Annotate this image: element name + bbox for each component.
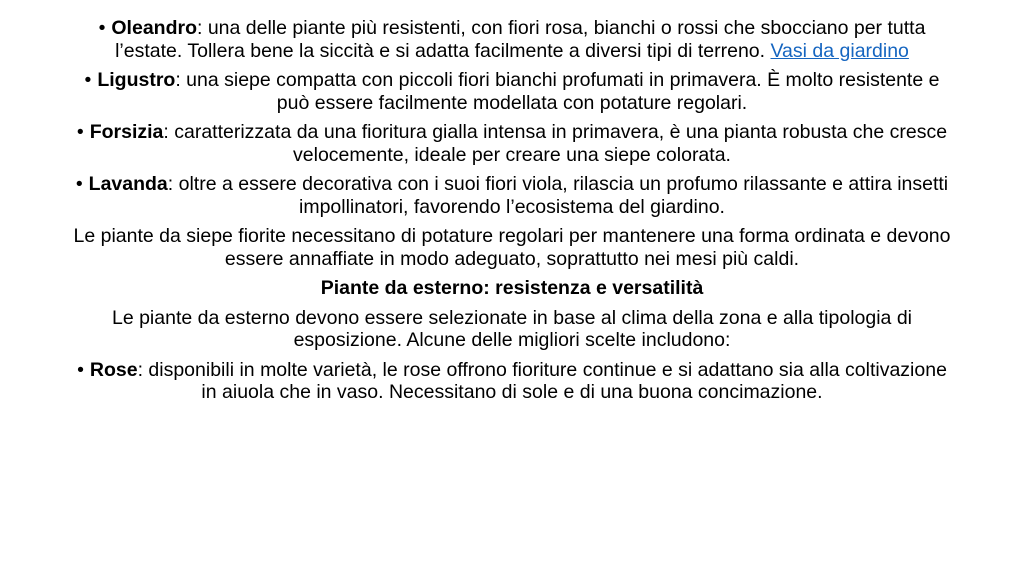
term-ligustro: Ligustro bbox=[97, 69, 176, 91]
description-rose: : disponibili in molte varietà, le rose offrono fioriture continue e si adattano sia alla coltivazione in aiuola che in vaso. Necessitano di sole e di una buona concimazione. bbox=[137, 358, 947, 403]
term-lavanda: Lavanda bbox=[88, 173, 168, 195]
list-item-lavanda bbox=[70, 173, 954, 218]
bullet-glyph: • bbox=[75, 173, 83, 195]
paragraph-siepe-care: Le piante da siepe fiorite necessitano di potature regolari per mantenere una forma ordinata e devono essere annaffiate in modo adeguato, soprattutto nei mesi più caldi. bbox=[73, 225, 951, 270]
term-rose: Rose bbox=[89, 358, 138, 381]
paragraph-esterno-intro: Le piante da esterno devono essere selezionate in base al clima della zona e alla tipologia di esposizione. Alcune delle migliori scelte includono: bbox=[111, 306, 913, 351]
term-forsizia: Forsizia bbox=[89, 121, 164, 143]
list-item-ligustro bbox=[70, 69, 954, 114]
list-item-oleandro bbox=[70, 17, 954, 62]
link-vasi-da-giardino[interactable]: Vasi da giardino bbox=[770, 39, 909, 62]
bullet-glyph: • bbox=[77, 358, 84, 381]
section-heading: Piante da esterno: resistenza e versatilità bbox=[320, 277, 704, 299]
list-item-forsizia bbox=[70, 121, 954, 166]
description-ligustro: : una siepe compatta con piccoli fiori bianchi profumati in primavera. È molto resistente e può essere facilmente modellata con potature regolari. bbox=[175, 69, 940, 114]
term-oleandro: Oleandro bbox=[111, 17, 197, 39]
bullet-glyph: • bbox=[76, 121, 84, 143]
description-lavanda: : oltre a essere decorativa con i suoi fiori viola, rilascia un profumo rilassante e attira insetti impollinatori, favorendo l’ecosistema del giardino. bbox=[167, 173, 949, 218]
description-oleandro: : una delle piante più resistenti, con fiori rosa, bianchi o rossi che sbocciano per tutta l’estate. Tollera bene la siccità e si adatta facilmente a diversi tipi di terreno. bbox=[115, 17, 926, 62]
list-item-rose bbox=[70, 359, 954, 404]
bullet-glyph: • bbox=[84, 69, 92, 91]
description-forsizia: : caratterizzata da una fioritura gialla intensa in primavera, è una pianta robusta che cresce velocemente, ideale per creare una siepe colorata. bbox=[163, 121, 948, 166]
bullet-glyph: • bbox=[98, 17, 106, 39]
